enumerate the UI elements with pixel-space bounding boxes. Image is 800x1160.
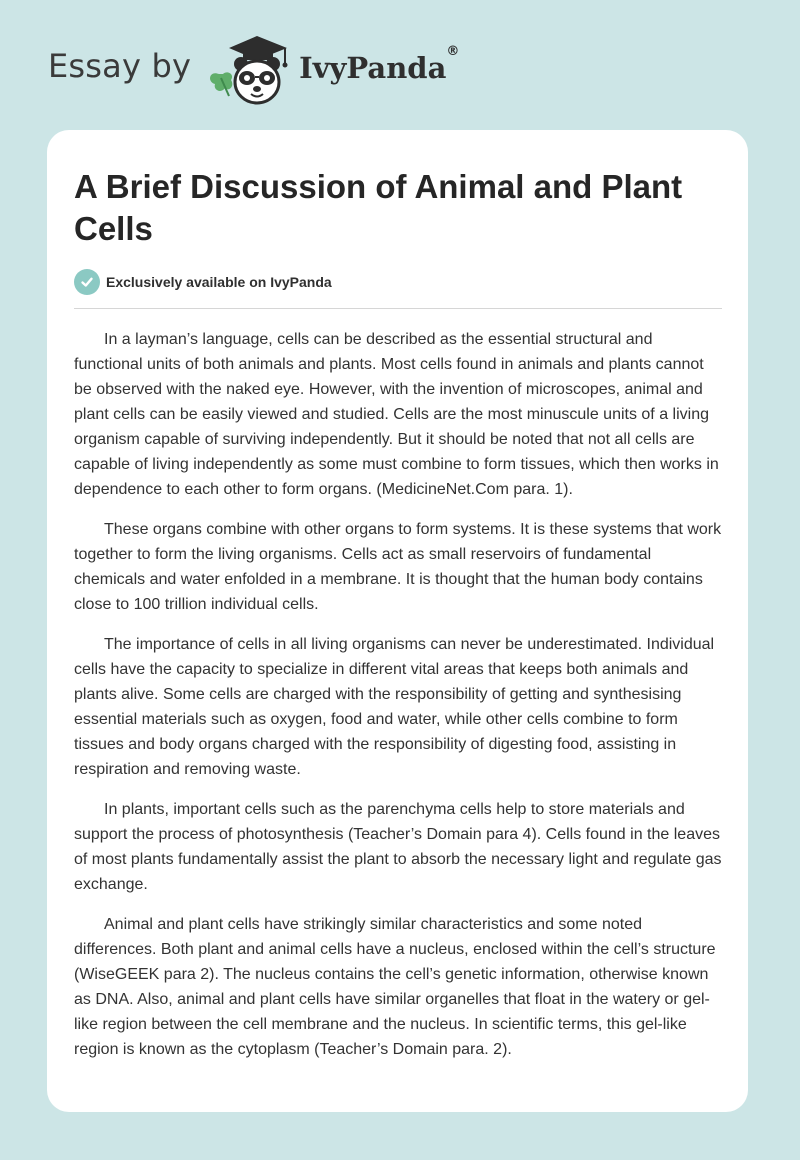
check-circle-icon (74, 269, 100, 295)
paragraph: These organs combine with other organs to form systems. It is these systems that work together to form the living organisms. Cells act as small reservoirs of fundamental chemicals and water enfolded in a membrane. It is thought that the human body contains close to 100 trillion individual cells. (74, 521, 722, 613)
site-header (48, 30, 748, 110)
brand-name[interactable] (299, 44, 460, 85)
brand-label: IvyPanda (299, 51, 447, 85)
essay-by-label: Essay by (48, 47, 192, 85)
article-body (74, 327, 724, 1062)
page-title: A Brief Discussion of Animal and Plant Cells (74, 168, 683, 247)
paragraph: The importance of cells in all living organisms can never be underestimated. Individual cells have the capacity to specialize in different vital areas that keeps both animals and plants alive. Some cells are charged with the responsibility of getting and synthesising essential materials such as oxygen, food and water, while other cells combine to form tissues and body organs charged with the responsibility of digesting food, assisting in respiration and removing waste. (74, 636, 715, 778)
exclusive-badge (74, 268, 721, 296)
panda-graduate-icon[interactable] (205, 30, 297, 110)
ivy-leaf-icon (210, 72, 232, 96)
divider (74, 308, 722, 309)
paragraph: In a layman’s language, cells can be described as the essential structural and functional units of both animals and plants. Most cells found in animals and plants cannot be observed with the naked eye. However, with the invention of microscopes, animal and plant cells can be easily viewed and studied. Cells are the most minuscule units of a living organism capable of surviving independently. But it should be noted that not all cells are capable of living independently as some must combine to form tissues, which then works in dependence to each other to form organs. (MedicineNet.Com para. 1). (74, 331, 719, 498)
exclusive-badge-label: Exclusively available on IvyPanda (106, 274, 332, 290)
paragraph: In plants, important cells such as the parenchyma cells help to store materials and support the process of photosynthesis (Teacher’s Domain para 4). Cells found in the leaves of most plants fundamentally assist the plant to absorb the necessary light and regulate gas exchange. (74, 801, 722, 893)
trademark-symbol: ® (446, 44, 460, 60)
article-card (47, 130, 748, 1112)
paragraph: Animal and plant cells have strikingly similar characteristics and some noted differences. Both plant and animal cells have a nucleus, enclosed within the cell’s structure (WiseGEEK para 2). The nucleus contains the cell’s genetic information, otherwise known as DNA. Also, animal and plant cells have similar organelles that float in the watery or gel-like region between the cell membrane and the nucleus. In scientific terms, this gel-like region is known as the cytoplasm (Teacher’s Domain para. 2). (74, 916, 716, 1058)
